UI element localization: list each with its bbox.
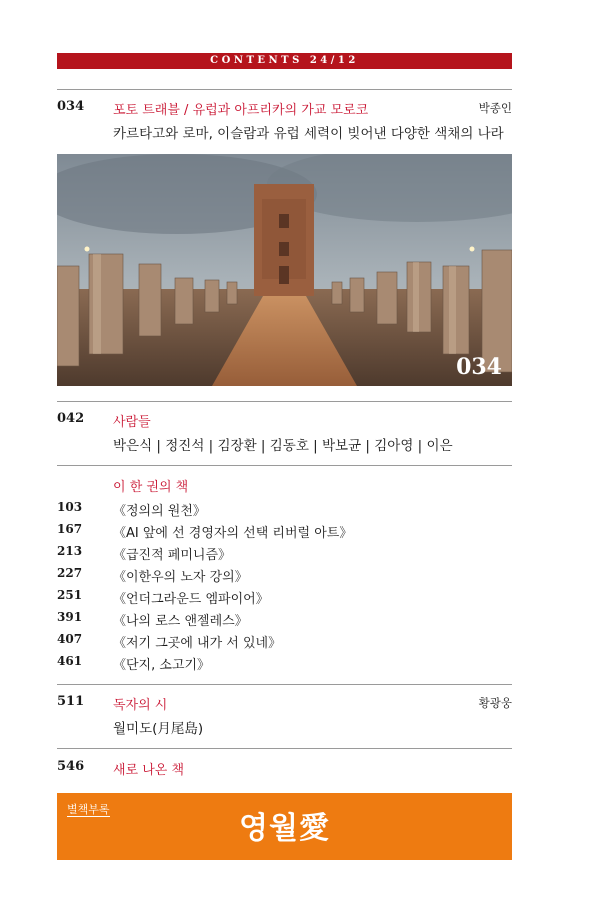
book-item[interactable] xyxy=(57,544,512,564)
page-number: 167 xyxy=(57,522,83,536)
author: 황광웅 xyxy=(478,696,512,710)
page-number: 251 xyxy=(57,588,83,602)
contents-header: CONTENTS 24/12 xyxy=(57,53,512,69)
supplement-label: 별책부록 xyxy=(67,803,110,816)
page-number: 042 xyxy=(57,411,85,426)
page-number: 103 xyxy=(57,500,83,514)
page-number: 034 xyxy=(57,99,85,114)
book-title: 《급진적 페미니즘》 xyxy=(113,548,232,563)
section-title[interactable]: 새로 나온 책 xyxy=(113,763,185,778)
page-number: 391 xyxy=(57,610,83,624)
divider xyxy=(57,465,512,466)
supplement-banner[interactable] xyxy=(57,793,512,860)
poem-title: 월미도(月尾島) xyxy=(113,721,204,737)
divider xyxy=(57,89,512,90)
book-title: 《저기 그곳에 내가 서 있네》 xyxy=(113,636,282,651)
page-number: 546 xyxy=(57,759,85,774)
page-number: 511 xyxy=(57,694,85,709)
page-number: 461 xyxy=(57,654,83,668)
book-item[interactable] xyxy=(57,588,512,608)
people-names: 박은식 | 정진석 | 김장환 | 김동호 | 박보균 | 김아영 | 이은 xyxy=(113,438,453,454)
supplement-title: 영월愛 xyxy=(239,811,330,846)
section-title[interactable]: 독자의 시 xyxy=(113,698,168,713)
book-item[interactable] xyxy=(57,500,512,520)
page-number: 407 xyxy=(57,632,83,646)
book-item[interactable] xyxy=(57,522,512,542)
divider xyxy=(57,401,512,402)
page-number: 227 xyxy=(57,566,83,580)
book-title: 《단지, 소고기》 xyxy=(113,658,211,673)
morocco-photo xyxy=(57,154,512,386)
book-item[interactable] xyxy=(57,566,512,586)
book-title: 《나의 로스 앤젤레스》 xyxy=(113,614,248,629)
section-title[interactable]: 포토 트래블 / 유럽과 아프리카의 가교 모로코 xyxy=(113,103,369,118)
book-title: 《AI 앞에 선 경영자의 선택 리버럴 아트》 xyxy=(113,526,353,541)
book-item[interactable] xyxy=(57,654,512,674)
section-title[interactable]: 사람들 xyxy=(113,415,151,430)
section-title[interactable]: 이 한 권의 책 xyxy=(113,480,189,495)
divider xyxy=(57,684,512,685)
author: 박종인 xyxy=(478,101,512,115)
book-title: 《언더그라운드 엠파이어》 xyxy=(113,592,269,607)
photo-page-number: 034 xyxy=(456,354,502,380)
book-title: 《이한우의 노자 강의》 xyxy=(113,570,248,585)
section-subtitle: 카르타고와 로마, 이슬람과 유럽 세력이 빚어낸 다양한 색채의 나라 xyxy=(113,126,504,142)
book-item[interactable] xyxy=(57,632,512,652)
book-title: 《정의의 원천》 xyxy=(113,504,206,519)
divider xyxy=(57,748,512,749)
page-number: 213 xyxy=(57,544,83,558)
book-item[interactable] xyxy=(57,610,512,630)
